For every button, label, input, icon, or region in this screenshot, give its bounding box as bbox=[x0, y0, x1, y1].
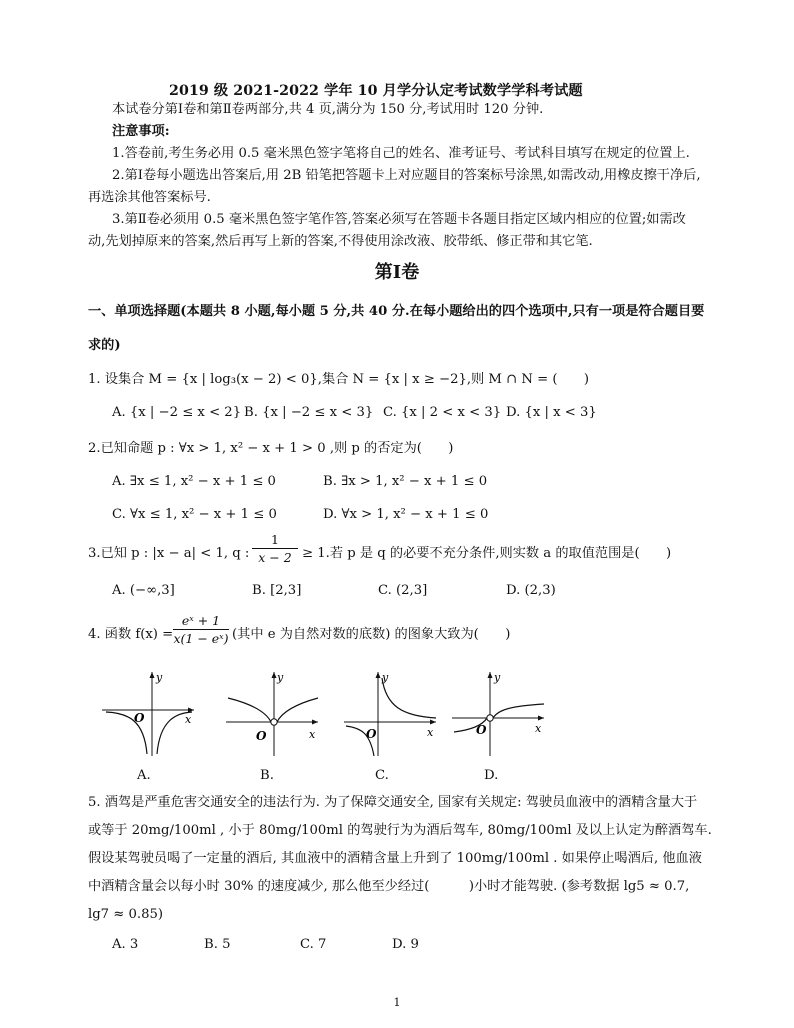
y-axis-arrow bbox=[376, 672, 381, 678]
graph-b-label: B. bbox=[260, 768, 274, 783]
y-axis-label: y bbox=[156, 671, 163, 684]
question-1-option-b: B. {x | −2 ≤ x < 3} bbox=[244, 405, 374, 420]
graph-c-label: C. bbox=[375, 768, 389, 783]
y-axis-arrow bbox=[150, 672, 155, 678]
fraction-bar bbox=[173, 629, 229, 630]
x-axis-label: x bbox=[309, 728, 316, 741]
question-5-option-b: B. 5 bbox=[204, 937, 231, 952]
graph-a bbox=[98, 668, 200, 760]
note-2-line-1: 2.第Ⅰ卷每小题选出答案后,用 2B 铅笔把答题卡上对应题目的答案标号涂黑,如需改动,用橡皮擦干净后, bbox=[112, 168, 701, 183]
question-2-option-c: C. ∀x ≤ 1, x² − x + 1 ≤ 0 bbox=[112, 507, 277, 522]
note-1: 1.答卷前,考生务必用 0.5 毫米黑色签字笔将自己的姓名、准考证号、考试科目填写在规定的位置上. bbox=[112, 146, 690, 161]
notes-heading: 注意事项: bbox=[112, 124, 170, 139]
question-5-line-3: 假设某驾驶员喝了一定量的酒后, 其血液中的酒精含量上升到了 100mg/100ml . 如果停止喝酒后, 他血液 bbox=[88, 851, 702, 866]
question-5-option-d: D. 9 bbox=[392, 937, 419, 952]
question-1-option-d: D. {x | x < 3} bbox=[506, 405, 597, 420]
question-2-stem: 2.已知命题 p : ∀x > 1, x² − x + 1 > 0 ,则 p 的否定为( ) bbox=[88, 441, 454, 456]
question-4-stem-end: (其中 e 为自然对数的底数) 的图象大致为( ) bbox=[232, 627, 511, 642]
graph-d-label: D. bbox=[484, 768, 499, 783]
question-5-line-1: 5. 酒驾是严重危害交通安全的违法行为. 为了保障交通安全, 国家有关规定: 驾驶员血液中的酒精含量大于 bbox=[88, 795, 698, 810]
question-4-fraction bbox=[173, 613, 229, 646]
question-3-stem-end: ≥ 1.若 p 是 q 的必要不充分条件,则实数 a 的取值范围是( ) bbox=[302, 546, 672, 561]
question-2-option-a: A. ∃x ≤ 1, x² − x + 1 ≤ 0 bbox=[112, 474, 276, 489]
fraction-bar bbox=[252, 548, 298, 549]
origin-label: O bbox=[476, 723, 487, 737]
curve-left-branch bbox=[228, 698, 271, 722]
question-5-option-c: C. 7 bbox=[300, 937, 327, 952]
question-1-option-c: C. {x | 2 < x < 3} bbox=[383, 405, 502, 420]
exam-title: 2019 级 2021-2022 学年 10 月学分认定考试数学学科考试题 bbox=[169, 83, 583, 99]
graph-c bbox=[340, 668, 442, 760]
question-3-fraction-numerator: 1 bbox=[271, 532, 279, 547]
question-1-option-a: A. {x | −2 ≤ x < 2} bbox=[112, 405, 242, 420]
question-1-stem: 1. 设集合 M = {x | log₃(x − 2) < 0},集合 N = {x | x ≥ −2},则 M ∩ N = ( ) bbox=[88, 372, 590, 387]
x-axis-arrow bbox=[312, 720, 318, 725]
question-3-fraction-denominator: x − 2 bbox=[258, 550, 292, 565]
curve-right-branch bbox=[277, 698, 318, 722]
page-number: 1 bbox=[393, 996, 401, 1009]
y-axis-label: y bbox=[494, 671, 501, 684]
volume-title: 第Ⅰ卷 bbox=[374, 262, 420, 283]
question-5-line-2: 或等于 20mg/100ml , 小于 80mg/100ml 的驾驶行为为酒后驾车, 80mg/100ml 及以上认定为醉酒驾车. bbox=[88, 823, 712, 838]
question-5-option-a: A. 3 bbox=[112, 937, 139, 952]
graph-a-label: A. bbox=[137, 768, 151, 783]
question-4-fraction-denominator: x(1 − eˣ) bbox=[173, 631, 229, 646]
x-axis-label: x bbox=[427, 726, 434, 739]
question-3-fraction bbox=[252, 532, 298, 565]
question-2-option-b: B. ∃x > 1, x² − x + 1 ≤ 0 bbox=[323, 474, 488, 489]
curve-right-branch bbox=[382, 678, 436, 718]
question-3-option-d: D. (2,3) bbox=[506, 583, 556, 598]
question-4-fraction-numerator: eˣ + 1 bbox=[181, 613, 221, 628]
question-3-stem-start: 3.已知 p : |x − a| < 1, q : bbox=[88, 546, 250, 561]
intro-text: 本试卷分第Ⅰ卷和第Ⅱ卷两部分,共 4 页,满分为 150 分,考试用时 120 分钟. bbox=[112, 102, 544, 117]
section-heading-line-1: 一、单项选择题(本题共 8 小题,每小题 5 分,共 40 分.在每小题给出的四个选项中,只有一项是符合题目要 bbox=[88, 304, 705, 319]
x-axis-label: x bbox=[535, 722, 542, 735]
section-heading-line-2: 求的) bbox=[88, 338, 121, 353]
x-axis-label: x bbox=[185, 713, 192, 726]
y-axis-label: y bbox=[382, 671, 389, 684]
open-circle bbox=[271, 719, 277, 725]
y-axis-label: y bbox=[277, 671, 284, 684]
question-5-line-5: lg7 ≈ 0.85) bbox=[88, 907, 163, 922]
origin-label: O bbox=[366, 727, 377, 741]
open-circle bbox=[487, 715, 493, 721]
question-4-stem-start: 4. 函数 f(x) = bbox=[88, 627, 174, 642]
x-axis-arrow bbox=[538, 716, 544, 721]
note-2-line-2: 再选涂其他答案标号. bbox=[88, 190, 211, 205]
question-3-option-b: B. [2,3] bbox=[252, 583, 302, 598]
origin-label: O bbox=[134, 711, 145, 725]
note-3-line-1: 3.第Ⅱ卷必须用 0.5 毫米黑色签字笔作答,答案必须写在答题卡各题目指定区域内相应的位置;如需改 bbox=[112, 212, 686, 227]
question-5-line-4: 中酒精含量会以每小时 30% 的速度减少, 那么他至少经过( )小时才能驾驶. (参考数据 lg5 ≈ 0.7, bbox=[88, 879, 690, 894]
graph-d bbox=[448, 668, 550, 760]
y-axis-arrow bbox=[488, 672, 493, 678]
note-3-line-2: 动,先划掉原来的答案,然后再写上新的答案,不得使用涂改液、胶带纸、修正带和其它笔. bbox=[88, 234, 593, 249]
x-axis-arrow bbox=[430, 720, 436, 725]
graph-b bbox=[222, 668, 324, 760]
curve-right-branch bbox=[493, 704, 544, 718]
question-3-option-a: A. (−∞,3] bbox=[112, 583, 175, 598]
y-axis-arrow bbox=[272, 672, 277, 678]
question-2-option-d: D. ∀x > 1, x² − x + 1 ≤ 0 bbox=[323, 507, 489, 522]
question-3-option-c: C. (2,3] bbox=[378, 583, 428, 598]
origin-label: O bbox=[256, 729, 267, 743]
